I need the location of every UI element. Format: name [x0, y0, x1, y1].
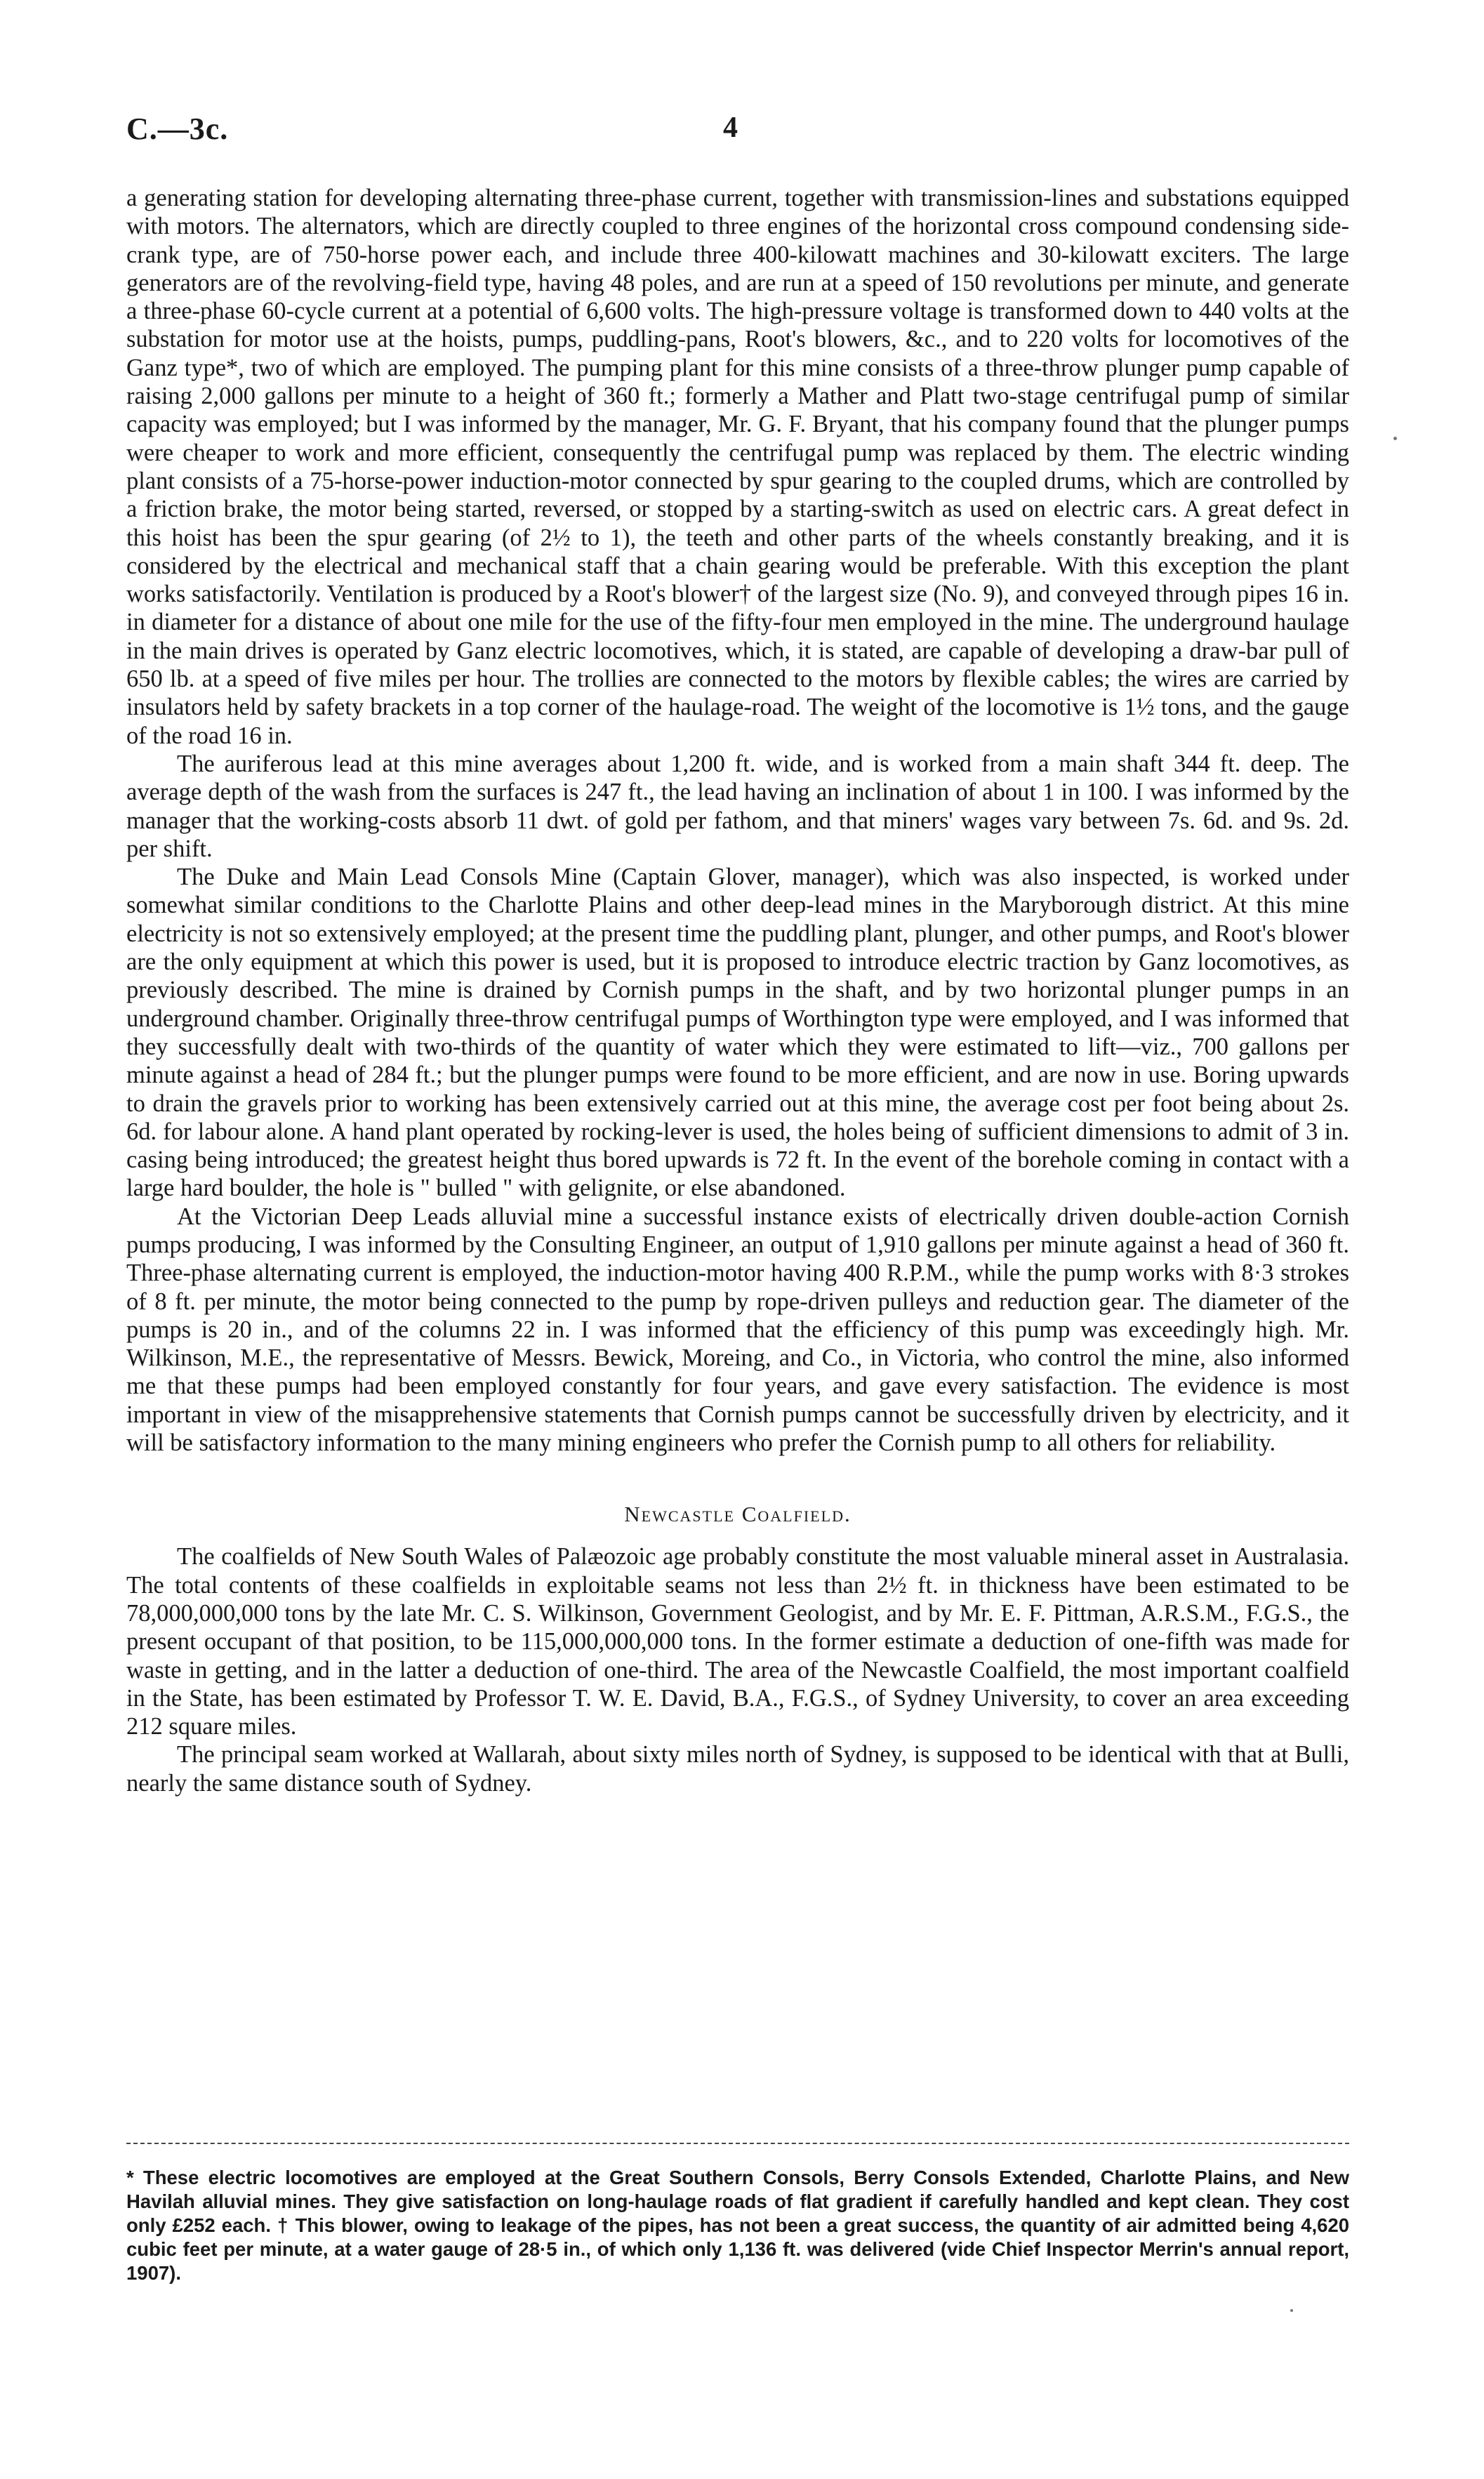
paragraph-victorian-deep-leads: At the Victorian Deep Leads alluvial mine a successful instance exists of electrically driven double-action Cornish pumps producing, I was informed by the Consulting Engineer, an output of 1,910 gallons per minute against a head of 360 ft. Three-phase alternating current is employed, the induction-motor having 400 R.P.M., while the pump works with 8·3 strokes of 8 ft. per minute, the motor being connected to the pump by rope-driven pulleys and reduction gear. The diameter of the pumps is 20 in., and of the columns 22 in. I was informed that the efficiency of this pump was exceedingly high. Mr. Wilkinson, M.E., the representative of Messrs. Bewick, Moreing, and Co., in Victoria, who control the mine, also informed me that these pumps had been employed constantly for four years, and gave every satisfaction. The evidence is most important in view of the misapprehensive statements that Cornish pumps cannot be successfully driven by electricity, and it will be satisfactory information to the many mining engineers who prefer the Cornish pump to all others for reliability.: [126, 1203, 1349, 1457]
section-heading: Newcastle Coalfield.: [624, 1502, 852, 1527]
paragraph-generating-station: a generating station for developing alternating three-phase current, together with transmission-lines and substations equipped with motors. The alternators, which are directly coupled to three engines of the horizontal cross compound condensing side-crank type, are of 750-horse power each, and include three 400-kilowatt machines and 30-kilowatt exciters. The large generators are of the revolving-field type, having 48 poles, and are run at a speed of 150 revolutions per minute, and generate a three-phase 60-cycle current at a potential of 6,600 volts. The high-pressure voltage is transformed down to 440 volts at the substation for motor use at the hoists, pumps, puddling-pans, Root's blowers, &c., and to 220 volts for locomotives of the Ganz type*, two of which are employed. The pumping plant for this mine consists of a three-throw plunger pump capable of raising 2,000 gallons per minute to a height of 360 ft.; formerly a Mather and Platt two-stage centrifugal pump of similar capacity was employed; but I was informed by the manager, Mr. G. F. Bryant, that his company found that the plunger pumps were cheaper to work and more efficient, consequently the centrifugal pump was replaced by them. The electric winding plant consists of a 75-horse-power induction-motor connected by spur gearing to the coupled drums, which are controlled by a friction brake, the motor being started, reversed, or stopped by a starting-switch as used on electric cars. A great defect in this hoist has been the spur gearing (of 2½ to 1), the teeth and other parts of the wheels constantly breaking, and it is considered by the electrical and mechanical staff that a chain gearing would be preferable. With this exception the plant works satisfactorily. Ventilation is produced by a Root's blower† of the largest size (No. 9), and conveyed through pipes 16 in. in diameter for a distance of about one mile for the use of the fifty-four men employed in the mine. The underground haulage in the main drives is operated by Ganz electric locomotives, which, it is stated, are capable of developing a draw-bar pull of 650 lb. at a speed of five miles per hour. The trollies are connected to the motors by flexible cables; the wires are carried by insulators held by safety brackets in a top corner of the haulage-road. The weight of the locomotive is 1½ tons, and the gauge of the road 16 in.: [126, 185, 1349, 749]
paragraph-wallarah: The principal seam worked at Wallarah, about sixty miles north of Sydney, is supposed to be identical with that at Bulli, nearly the same distance south of Sydney.: [126, 1741, 1349, 1797]
paragraph-auriferous-lead: The auriferous lead at this mine averages about 1,200 ft. wide, and is worked from a main shaft 344 ft. deep. The average depth of the wash from the surfaces is 247 ft., the lead having an inclination of about 1 in 100. I was informed by the manager that the working-costs absorb 11 dwt. of gold per fathom, and that miners' wages vary between 7s. 6d. and 9s. 2d. per shift.: [126, 750, 1349, 862]
margin-speck: [1290, 2309, 1293, 2312]
page-header: [126, 111, 1348, 160]
body-text: [126, 184, 1349, 1797]
page-number: 4: [723, 112, 738, 144]
paragraph-coalfields: The coalfields of New South Wales of Palæozoic age probably constitute the most valuable mineral asset in Australasia. The total contents of these coalfields in exploitable seams not less than 2½ ft. in thickness have been estimated to be 78,000,000,000 tons by the late Mr. C. S. Wilkinson, Government Geologist, and by Mr. E. F. Pittman, A.R.S.M., F.G.S., the present occupant of that position, to be 115,000,000,000 tons. In the former estimate a deduction of one-fifth was made for waste in getting, and in the latter a deduction of one-third. The area of the Newcastle Coalfield, the most important coalfield in the State, has been estimated by Professor T. W. E. David, B.A., F.G.S., of Sydney University, to cover an area exceeding 212 square miles.: [126, 1543, 1349, 1740]
margin-speck: [1393, 437, 1397, 440]
paragraph-duke-and-main-lead: The Duke and Main Lead Consols Mine (Captain Glover, manager), which was also inspected, is worked under somewhat similar conditions to the Charlotte Plains and other deep-lead mines in the Maryborough district. At this mine electricity is not so extensively employed; at the present time the puddling plant, plunger, and other pumps, and Root's blower are the only equipment at which this power is used, but it is proposed to introduce electric traction by Ganz locomotives, as previously described. The mine is drained by Cornish pumps in the shaft, and by two horizontal plunger pumps in an underground chamber. Originally three-throw centrifugal pumps of Worthington type were employed, and I was informed that they successfully dealt with two-thirds of the quantity of water which they were estimated to lift—viz., 700 gallons per minute against a head of 284 ft.; but the plunger pumps were found to be more efficient, and are now in use. Boring upwards to drain the gravels prior to working has been extensively carried out at this mine, the average cost per foot being about 2s. 6d. for labour alone. A hand plant operated by rocking-lever is used, the holes being of sufficient dimensions to admit of 3 in. casing being introduced; the greatest height thus bored upwards is 72 ft. In the event of the borehole coming in contact with a large hard boulder, the hole is " bulled " with gelignite, or else abandoned.: [126, 864, 1349, 1202]
footnote-divider: [126, 2143, 1349, 2144]
document-reference: C.—3c.: [126, 112, 229, 146]
footnotes: * These electric locomotives are employed at the Great Southern Consols, Berry Consols Extended, Charlotte Plains, and New Havilah alluvial mines. They give satisfaction on long-haulage roads of flat gradient if carefully handled and kept clean. They cost only £252 each. † This blower, owing to leakage of the pipes, has not been a great success, the quantity of air admitted being 4,620 cubic feet per minute, at a water gauge of 28·5 in., of which only 1,136 ft. was delivered (vide Chief Inspector Merrin's annual report, 1907).: [126, 2167, 1349, 2284]
